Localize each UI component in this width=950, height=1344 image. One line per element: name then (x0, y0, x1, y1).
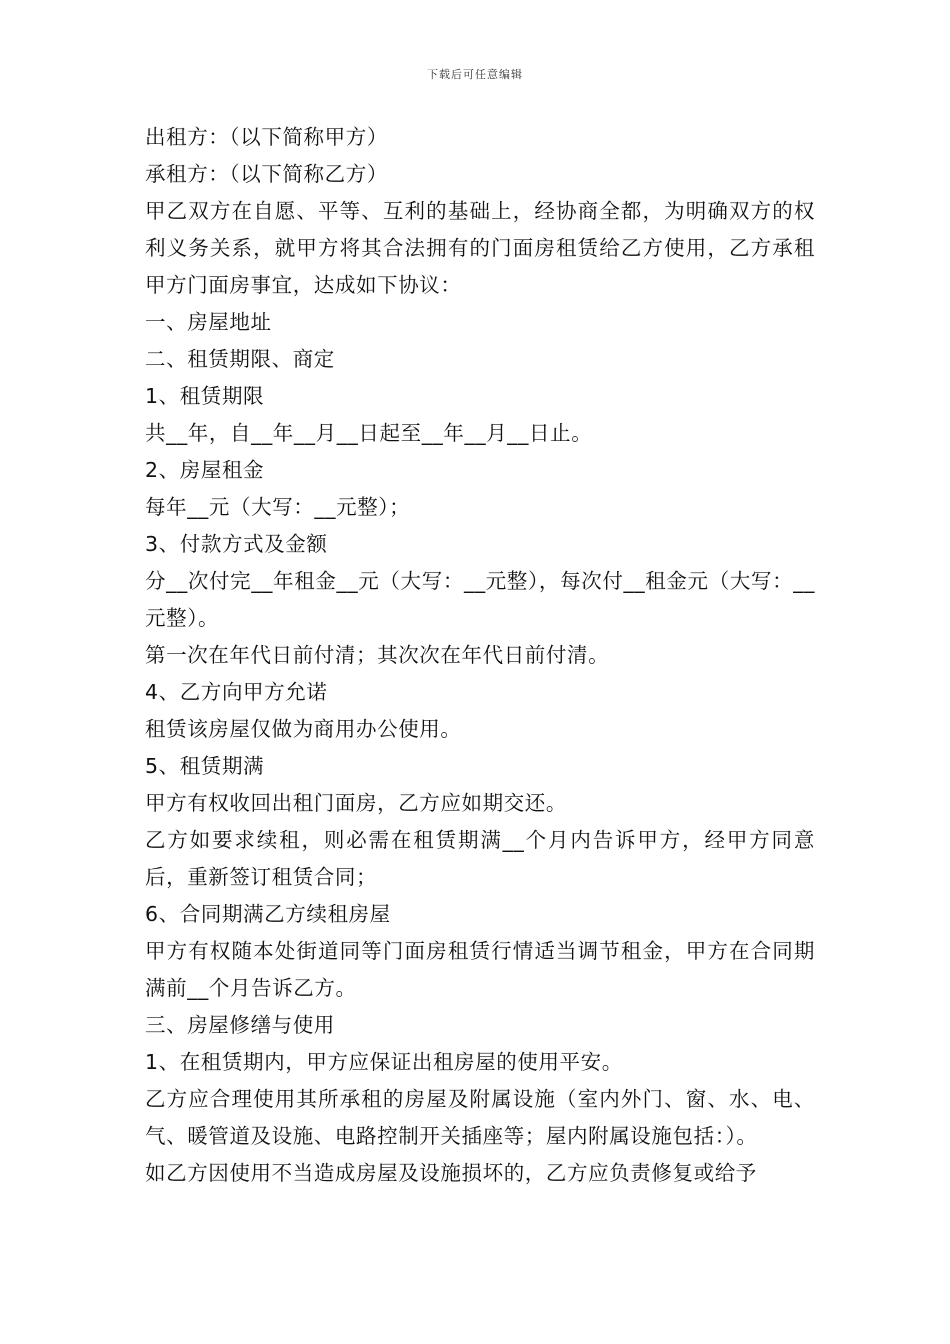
section-heading-term: 二、租赁期限、商定 (145, 347, 335, 371)
clause-text-payment-schedule: 第一次在年代日前付清；其次次在年代日前付清。 (145, 643, 610, 667)
section-heading-repair: 三、房屋修缮与使用 (145, 1013, 335, 1037)
clause-text-repair-damage: 如乙方因使用不当造成房屋及设施损坏的，乙方应负责修复或给予 (145, 1161, 757, 1185)
clause-heading-lessee-promise: 4、乙方向甲方允诺 (145, 680, 328, 704)
clause-text-repair-safety: 1、在租赁期内，甲方应保证出租房屋的使用平安。 (145, 1050, 623, 1074)
clause-heading-renewal: 6、合同期满乙方续租房屋 (145, 902, 391, 926)
page-header-note: 下载后可任意编辑 (427, 68, 523, 81)
clause-text-payment: 分__次付完__年租金__元（大写：__元整），每次付__租金元（大写：__元整）。 (145, 569, 815, 630)
clause-heading-expiry: 5、租赁期满 (145, 754, 265, 778)
clause-heading-rent: 2、房屋租金 (145, 458, 265, 482)
clause-text-rent: 每年__元（大写：__元整）； (145, 495, 411, 519)
clause-text-lease-term: 共__年，自__年__月__日起至__年__月__日止。 (145, 421, 593, 445)
clause-text-expiry-renewal: 乙方如要求续租，则必需在租赁期满__个月内告诉甲方，经甲方同意后，重新签订租赁合同； (145, 828, 815, 889)
document-body (145, 119, 815, 1192)
paragraph-preamble: 甲乙双方在自愿、平等、互利的基础上，经协商全都，为明确双方的权利义务关系，就甲方将其合法拥有的门面房租赁给乙方使用，乙方承租甲方门面房事宜，达成如下协议： (145, 199, 815, 297)
clause-text-repair-use: 乙方应合理使用其所承租的房屋及附属设施（室内外门、窗、水、电、气、暖管道及设施、电路控制开关插座等；屋内附属设施包括：）。 (145, 1087, 815, 1148)
paragraph-lessee: 承租方：（以下简称乙方） (145, 162, 388, 186)
clause-text-expiry-return: 甲方有权收回出租门面房，乙方应如期交还。 (145, 791, 567, 815)
clause-text-renewal: 甲方有权随本处街道同等门面房租赁行情适当调节租金，甲方在合同期满前__个月告诉乙方。 (145, 939, 815, 1000)
clause-heading-lease-term: 1、租赁期限 (145, 384, 265, 408)
section-heading-address: 一、房屋地址 (145, 310, 272, 334)
paragraph-lessor: 出租方：（以下简称甲方） (145, 125, 388, 149)
clause-text-lessee-promise: 租赁该房屋仅做为商用办公使用。 (145, 717, 462, 741)
clause-heading-payment: 3、付款方式及金额 (145, 532, 328, 556)
